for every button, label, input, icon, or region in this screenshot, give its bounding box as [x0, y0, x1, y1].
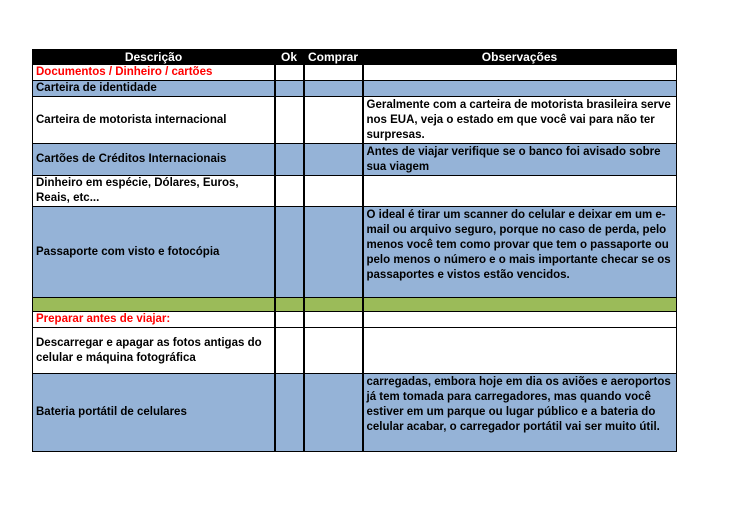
checklist-table — [32, 49, 677, 452]
buy-checkbox[interactable] — [304, 97, 363, 144]
item-description — [33, 298, 275, 312]
ok-checkbox[interactable] — [275, 144, 304, 176]
item-description: Carteira de motorista internacional — [33, 97, 275, 144]
item-description: Dinheiro em espécie, Dólares, Euros, Reais, etc... — [33, 176, 275, 207]
buy-checkbox[interactable] — [304, 298, 363, 312]
item-description: Cartões de Créditos Internacionais — [33, 144, 275, 176]
header-ok: Ok — [275, 50, 304, 65]
table-row — [33, 374, 677, 452]
table-row — [33, 97, 677, 144]
buy-checkbox[interactable] — [304, 65, 363, 81]
table-row — [33, 207, 677, 298]
observation-cell[interactable] — [363, 176, 677, 207]
buy-checkbox[interactable] — [304, 374, 363, 452]
ok-checkbox[interactable] — [275, 97, 304, 144]
ok-checkbox[interactable] — [275, 81, 304, 97]
section-title-documents: Documentos / Dinheiro / cartões — [33, 65, 275, 81]
table-row — [33, 81, 677, 97]
item-description: Bateria portátil de celulares — [33, 374, 275, 452]
ok-checkbox[interactable] — [275, 374, 304, 452]
header-row — [33, 50, 677, 65]
observation-cell[interactable]: carregadas, embora hoje em dia os aviões e aeroportos já tem tomada para carregadores, mas quando você estiver em um parque ou lugar público e a bateria do celular acabar, o carregador portátil vai ser muito útil. — [363, 374, 677, 452]
ok-checkbox[interactable] — [275, 176, 304, 207]
section-title-prepare: Preparar antes de viajar: — [33, 312, 275, 328]
ok-checkbox[interactable] — [275, 207, 304, 298]
section-row-prepare — [33, 312, 677, 328]
buy-checkbox[interactable] — [304, 207, 363, 298]
buy-checkbox[interactable] — [304, 144, 363, 176]
observation-cell[interactable] — [363, 328, 677, 374]
observation-cell[interactable]: Antes de viajar verifique se o banco foi avisado sobre sua viagem — [363, 144, 677, 176]
table-row — [33, 176, 677, 207]
section-row-documents — [33, 65, 677, 81]
ok-checkbox[interactable] — [275, 312, 304, 328]
table-row — [33, 144, 677, 176]
table-row — [33, 328, 677, 374]
ok-checkbox[interactable] — [275, 328, 304, 374]
observation-cell[interactable] — [363, 65, 677, 81]
observation-cell[interactable] — [363, 298, 677, 312]
separator-row — [33, 298, 677, 312]
buy-checkbox[interactable] — [304, 328, 363, 374]
buy-checkbox[interactable] — [304, 176, 363, 207]
observation-cell[interactable] — [363, 312, 677, 328]
item-description: Passaporte com visto e fotocópia — [33, 207, 275, 298]
ok-checkbox[interactable] — [275, 298, 304, 312]
item-description: Descarregar e apagar as fotos antigas do celular e máquina fotográfica — [33, 328, 275, 374]
header-observations: Observações — [363, 50, 677, 65]
buy-checkbox[interactable] — [304, 81, 363, 97]
observation-cell[interactable]: Geralmente com a carteira de motorista brasileira serve nos EUA, veja o estado em que você vai para não ter surpresas. — [363, 97, 677, 144]
item-description: Carteira de identidade — [33, 81, 275, 97]
buy-checkbox[interactable] — [304, 312, 363, 328]
header-buy: Comprar — [304, 50, 363, 65]
observation-cell[interactable] — [363, 81, 677, 97]
observation-cell[interactable]: O ideal é tirar um scanner do celular e deixar em um e-mail ou arquivo seguro, porque no caso de perda, pelo menos você tem como provar que tem o passaporte ou pelo menos o número e o mais importante checar se os passaportes e vistos estão vencidos. — [363, 207, 677, 298]
ok-checkbox[interactable] — [275, 65, 304, 81]
header-description: Descrição — [33, 50, 275, 65]
